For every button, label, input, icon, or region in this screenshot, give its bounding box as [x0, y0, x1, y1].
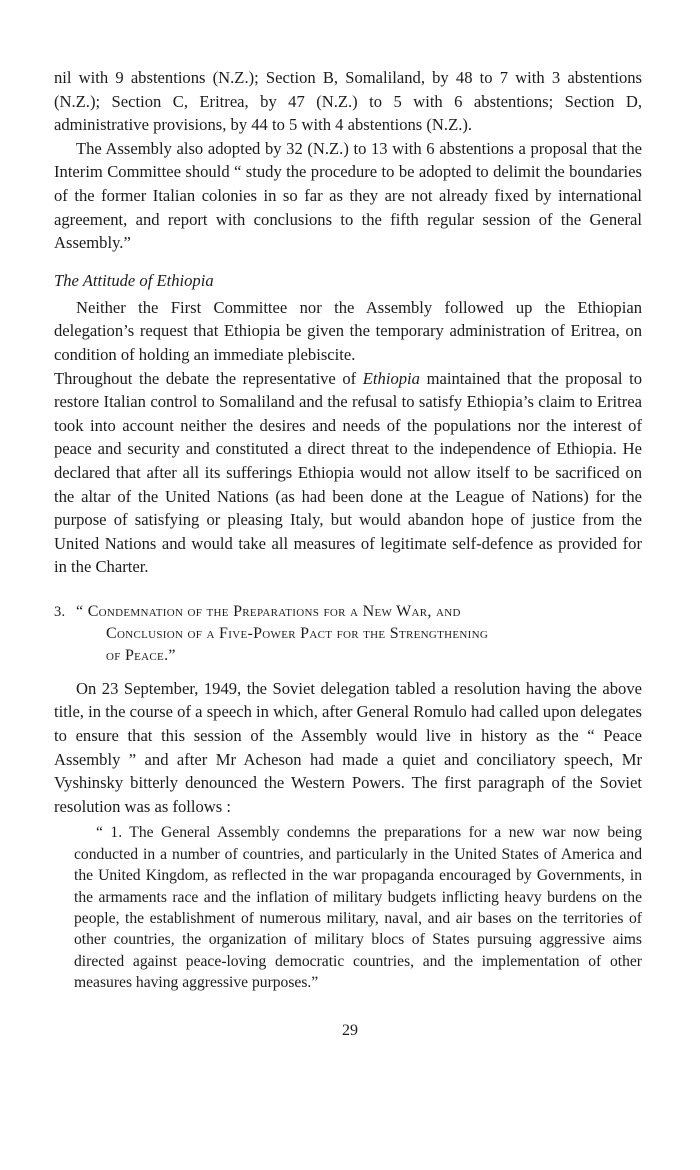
section-title-line-2: Conclusion of a Five-Power Pact for the Strengthening	[106, 624, 489, 642]
paragraph-ethiopia-text-start: Throughout the debate the representative of	[54, 368, 363, 388]
paragraph-interim-committee: The Assembly also adopted by 32 (N.Z.) to 13 with 6 abstentions a proposal that the Interim Committee should “ study the procedure to be adopted to delimit the boundaries of the former Italian colonies in so far as they are not already fixed by international agreement, and report with conclusions to the fifth regular session of the General Assembly.”	[54, 138, 642, 253]
paragraph-voting-results: nil with 9 abstentions (N.Z.); Section B, Somaliland, by 48 to 7 with 3 abstentions (N.Z.); Section C, Eritrea, by 47 (N.Z.) to 5 with 6 abstentions; Section D, administrative provisions, by 44 to 5 with 4 abstentions (N.Z.).	[54, 68, 642, 135]
paragraph-soviet-resolution: On 23 September, 1949, the Soviet delegation tabled a resolution having the above title, in the course of a speech in which, after General Romulo had called upon delegates to ensure that this session of the Assembly would live in history as the “ Peace Assembly ” and after Mr Acheson had made a quiet and conciliatory speech, Mr Vyshinsky bitterly denounced the Western Powers. The first paragraph of the Soviet resolution was as follows :	[54, 678, 642, 816]
paragraph-ethiopia-text-end: maintained that the proposal to restore Italian control to Somaliland and the refusal to satisfy Ethiopia’s claim to Eritrea took into account neither the desires and needs of the populations nor the interest of peace and security and constituted a direct threat to the independence of Ethiopia. He declared that after all its sufferings Ethiopia would not allow itself to be sacrificed on the altar of the United Nations (as had been done at the League of Nations) for the purpose of satisfying or pleasing Italy, but would abandon hope of justice from the United Nations and would take all measures of legitimate self-defence as provided for in the Charter.	[54, 368, 642, 577]
quote-text: “ 1. The General Assembly condemns the preparations for a new war now being conducted in a number of countries, and particularly in the United States of America and the United Kingdom, as reflected in the war propaganda encouraged by Governments, in the armaments race and the inflation of military budgets inflicting heavy burdens on the people, the establishment of numerous military, naval, and air bases on the territories of other countries, the organization of military blocs of States pursuing aggressive aims directed against peace-loving democratic countries, and the implementation of other measures having aggressive purposes.”	[74, 824, 642, 992]
page-number: 29	[342, 1022, 358, 1039]
section-heading-3	[54, 601, 642, 667]
section-title	[76, 601, 642, 667]
section-number: 3.	[54, 603, 66, 620]
subheading-attitude-of-ethiopia: The Attitude of Ethiopia	[54, 270, 214, 290]
block-quote-resolution	[54, 822, 642, 993]
paragraph-ethiopian-request: Neither the First Committee nor the Assembly followed up the Ethiopian delegation’s request that Ethiopia be given the temporary administration of Eritrea, on condition of holding an immediate plebiscite.	[54, 297, 642, 364]
section-title-line-1: “ Condemnation of the Preparations for a New War, and	[76, 602, 461, 620]
paragraph-ethiopia-position	[54, 367, 642, 579]
paragraph-ethiopia-italic: Ethiopia	[362, 368, 420, 388]
section-title-line-3: of Peace.”	[106, 646, 176, 664]
